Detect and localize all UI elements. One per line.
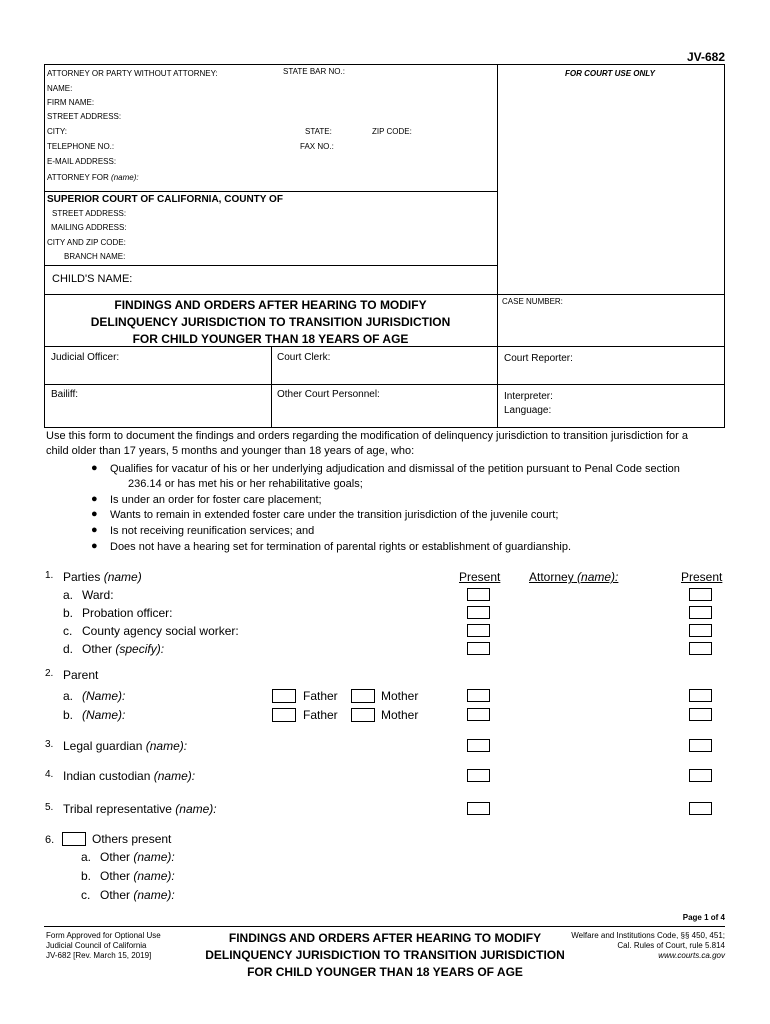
- interpreter-label: Interpreter:: [504, 391, 553, 402]
- intro-line-1: Use this form to document the findings and orders regarding the modification of delinquency jurisdiction to transition jurisdiction for a: [46, 430, 689, 442]
- email-label: E-MAIL ADDRESS:: [47, 157, 117, 166]
- tribal-present-checkbox[interactable]: [467, 802, 490, 815]
- other-b-letter: b.: [81, 869, 92, 883]
- probation-label: Probation officer:: [82, 606, 173, 620]
- court-clerk-label: Court Clerk:: [277, 352, 331, 363]
- bullet-2: Is under an order for foster care placement;: [110, 494, 322, 506]
- ward-attorney-present-checkbox[interactable]: [689, 588, 712, 601]
- other-present-checkbox[interactable]: [467, 642, 490, 655]
- bullet-5: Does not have a hearing set for termination of parental rights or establishment of guardianship.: [110, 541, 572, 553]
- parties-heading: [63, 570, 142, 584]
- ward-label: Ward:: [82, 588, 114, 602]
- parties-hint: (name): [103, 570, 142, 584]
- court-mailing-label: MAILING ADDRESS:: [51, 223, 127, 232]
- item-4-number: 4.: [45, 769, 54, 780]
- footer-council: Judicial Council of California: [46, 941, 147, 950]
- custodian-present-checkbox[interactable]: [467, 769, 490, 782]
- parent-a-attorney-present-checkbox[interactable]: [689, 689, 712, 702]
- other-b-row: [100, 869, 175, 883]
- parent-b-attorney-present-checkbox[interactable]: [689, 708, 712, 721]
- bullet-icon: ●: [91, 462, 98, 474]
- footer-title-line-2: DELINQUENCY JURISDICTION TO TRANSITION JURISDICTION: [205, 948, 565, 962]
- guardian-present-checkbox[interactable]: [467, 739, 490, 752]
- other-c-letter: c.: [81, 888, 91, 902]
- guardian-row: [63, 739, 187, 753]
- custodian-attorney-present-checkbox[interactable]: [689, 769, 712, 782]
- probation-present-checkbox[interactable]: [467, 606, 490, 619]
- social-worker-present-checkbox[interactable]: [467, 624, 490, 637]
- bullet-icon: ●: [91, 524, 98, 536]
- item-3-number: 3.: [45, 739, 54, 750]
- item-6-number: 6.: [45, 834, 55, 846]
- bullet-icon: ●: [91, 508, 98, 520]
- footer-approved: Form Approved for Optional Use: [46, 931, 161, 940]
- party-a-letter: a.: [63, 588, 74, 602]
- case-number-label: CASE NUMBER:: [502, 297, 563, 306]
- mother-label: Mother: [381, 689, 419, 703]
- guardian-attorney-present-checkbox[interactable]: [689, 739, 712, 752]
- intro-line-2: child older than 17 years, 5 months and younger than 18 years of age, who:: [46, 445, 415, 457]
- social-worker-attorney-present-checkbox[interactable]: [689, 624, 712, 637]
- footer-title: [190, 930, 580, 981]
- bailiff-label: Bailiff:: [51, 389, 79, 400]
- other-a-hint: (name):: [133, 850, 175, 864]
- parent-b-mother-checkbox[interactable]: [351, 708, 375, 722]
- other-a-label: Other: [100, 850, 131, 864]
- name-label: NAME:: [47, 84, 73, 93]
- parties-label: Parties: [63, 570, 101, 584]
- father-label: Father: [303, 689, 338, 703]
- tribal-label: Tribal representative: [63, 802, 172, 816]
- parent-b-name: (Name):: [82, 708, 126, 722]
- bullet-icon: ●: [91, 493, 98, 505]
- attorney-for-hint: (name):: [111, 173, 139, 182]
- phone-label: TELEPHONE NO.:: [47, 142, 115, 151]
- others-present-checkbox[interactable]: [62, 832, 86, 846]
- state-bar-label: STATE BAR NO.:: [283, 67, 345, 76]
- bullet-3: Wants to remain in extended foster care under the transition jurisdiction of the juvenile court;: [110, 509, 559, 521]
- footer-code-1: Welfare and Institutions Code, §§ 450, 451;: [571, 931, 725, 940]
- social-worker-label: County agency social worker:: [82, 624, 239, 638]
- other-hint: (specify):: [115, 642, 165, 656]
- state-label: STATE:: [305, 127, 332, 136]
- parent-a-letter: a.: [63, 689, 74, 703]
- party-c-letter: c.: [63, 624, 73, 638]
- other-attorney-present-checkbox[interactable]: [689, 642, 712, 655]
- other-specify: [82, 642, 164, 656]
- other-a-letter: a.: [81, 850, 92, 864]
- item-1-number: 1.: [45, 570, 54, 581]
- other-b-label: Other: [100, 869, 131, 883]
- custodian-label: Indian custodian: [63, 769, 151, 783]
- attorney-for-label: ATTORNEY FOR: [47, 173, 109, 182]
- party-d-letter: d.: [63, 642, 74, 656]
- zip-label: ZIP CODE:: [372, 127, 412, 136]
- other-label: Other: [82, 642, 113, 656]
- court-street-label: STREET ADDRESS:: [52, 209, 127, 218]
- bullet-1: Qualifies for vacatur of his or her underlying adjudication and dismissal of the petition pursuant to Penal Code section: [110, 463, 680, 475]
- parent-a-name: (Name):: [82, 689, 126, 703]
- other-c-row: [100, 888, 175, 902]
- item-2-number: 2.: [45, 668, 54, 679]
- child-name-label: CHILD'S NAME:: [52, 273, 133, 285]
- bullet-icon: ●: [91, 540, 98, 552]
- custodian-hint: (name):: [153, 769, 196, 783]
- attorney-header-label: Attorney: [529, 570, 574, 584]
- court-city-zip-label: CITY AND ZIP CODE:: [47, 238, 126, 247]
- others-present-label: Others present: [92, 832, 172, 846]
- court-branch-label: BRANCH NAME:: [64, 252, 126, 261]
- ward-present-checkbox[interactable]: [467, 588, 490, 601]
- other-b-hint: (name):: [133, 869, 175, 883]
- probation-attorney-present-checkbox[interactable]: [689, 606, 712, 619]
- city-label: CITY:: [47, 127, 68, 136]
- fax-label: FAX NO.:: [300, 142, 334, 151]
- form-id: JV-682: [686, 50, 725, 64]
- guardian-label: Legal guardian: [63, 739, 143, 753]
- page-number: Page 1 of 4: [682, 913, 725, 922]
- firm-label: FIRM NAME:: [47, 98, 95, 107]
- judicial-officer-label: Judicial Officer:: [51, 352, 120, 363]
- bullet-4: Is not receiving reunification services; and: [110, 525, 315, 537]
- parent-b-letter: b.: [63, 708, 74, 722]
- party-b-letter: b.: [63, 606, 74, 620]
- attorney-label: ATTORNEY OR PARTY WITHOUT ATTORNEY:: [47, 69, 218, 78]
- street-label: STREET ADDRESS:: [47, 112, 122, 121]
- footer-title-line-3: FOR CHILD YOUNGER THAN 18 YEARS OF AGE: [247, 965, 523, 979]
- parent-label: Parent: [63, 668, 99, 682]
- court-reporter-label: Court Reporter:: [504, 353, 573, 364]
- present-header-2: Present: [681, 570, 723, 584]
- other-personnel-label: Other Court Personnel:: [277, 389, 380, 400]
- other-c-label: Other: [100, 888, 131, 902]
- parent-a-present-checkbox[interactable]: [467, 689, 490, 702]
- title-line-1: FINDINGS AND ORDERS AFTER HEARING TO MODIFY: [114, 298, 427, 312]
- other-a-row: [100, 850, 175, 864]
- father-label: Father: [303, 708, 338, 722]
- parent-b-father-checkbox[interactable]: [272, 708, 296, 722]
- present-header: Present: [459, 570, 501, 584]
- language-label: Language:: [504, 405, 552, 416]
- title-line-3: FOR CHILD YOUNGER THAN 18 YEARS OF AGE: [132, 332, 409, 346]
- header-box: [44, 64, 725, 428]
- footer-rev: JV-682 [Rev. March 15, 2019]: [46, 951, 152, 960]
- attorney-header: [529, 570, 618, 584]
- mother-label: Mother: [381, 708, 419, 722]
- tribal-hint: (name):: [175, 802, 217, 816]
- attorney-for: [47, 173, 139, 182]
- parent-a-mother-checkbox[interactable]: [351, 689, 375, 703]
- court-use-label: FOR COURT USE ONLY: [565, 69, 655, 78]
- court-title: SUPERIOR COURT OF CALIFORNIA, COUNTY OF: [47, 194, 283, 205]
- footer-title-line-1: FINDINGS AND ORDERS AFTER HEARING TO MODIFY: [228, 931, 542, 945]
- tribal-row: [63, 802, 217, 816]
- parent-b-present-checkbox[interactable]: [467, 708, 490, 721]
- item-5-number: 5.: [45, 802, 54, 813]
- footer-code-2: Cal. Rules of Court, rule 5.814: [617, 941, 725, 950]
- footer-right: [571, 931, 725, 961]
- footer-left: [46, 931, 161, 961]
- footer-website[interactable]: www.courts.ca.gov: [658, 951, 725, 960]
- title-line-2: DELINQUENCY JURISDICTION TO TRANSITION JURISDICTION: [90, 315, 451, 329]
- tribal-attorney-present-checkbox[interactable]: [689, 802, 712, 815]
- bullet-1-cont: 236.14 or has met his or her rehabilitative goals;: [128, 478, 363, 490]
- guardian-hint: (name):: [145, 739, 188, 753]
- other-c-hint: (name):: [133, 888, 175, 902]
- attorney-header-hint: (name):: [577, 570, 619, 584]
- form-title: [44, 297, 497, 348]
- parent-a-father-checkbox[interactable]: [272, 689, 296, 703]
- custodian-row: [63, 769, 195, 783]
